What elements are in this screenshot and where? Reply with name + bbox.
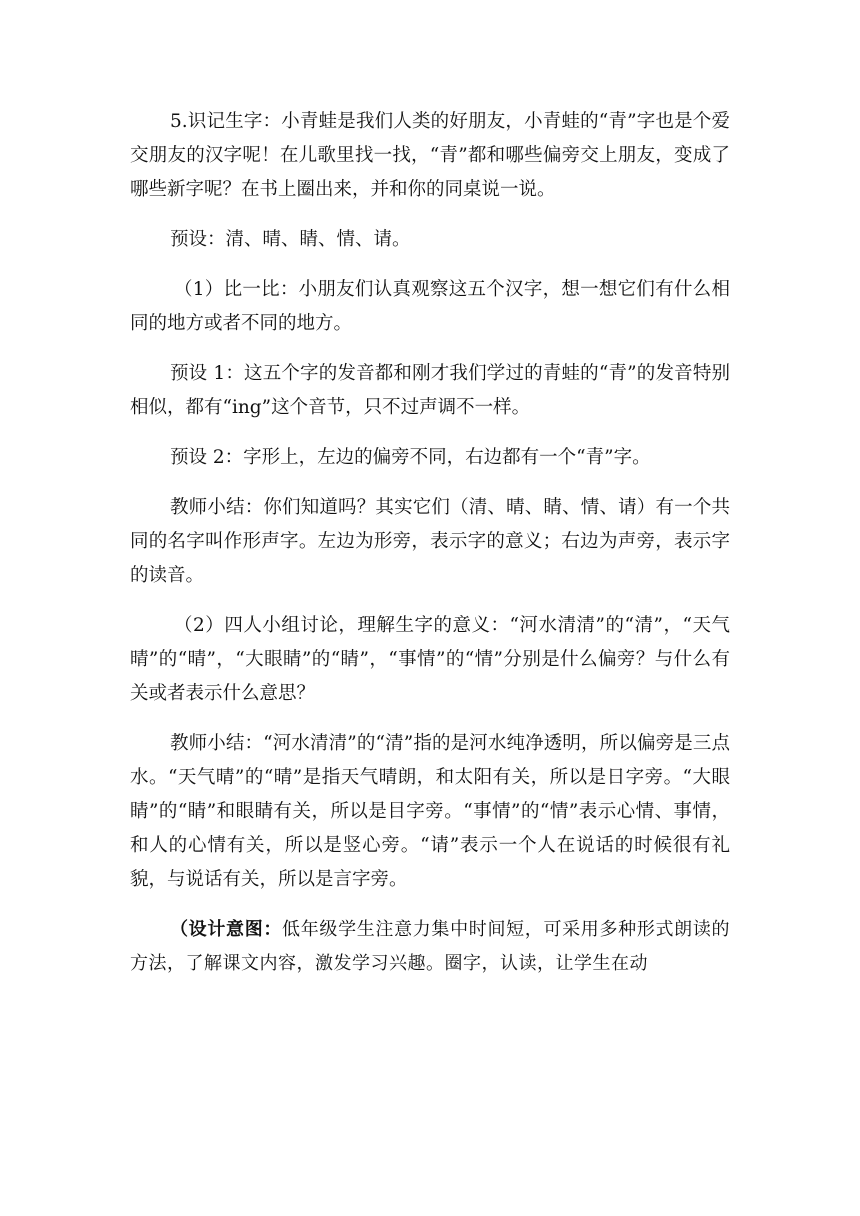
paragraph-preset-characters: 预设：清、晴、睛、情、请。 bbox=[170, 229, 411, 250]
document-page bbox=[130, 105, 730, 997]
paragraph-identify-characters: 5.识记生字：小青蛙是我们人类的好朋友，小青蛙的“青”字也是个爱交朋友的汉字呢！在儿歌里找一找，“青”都和哪些偏旁交上朋友，变成了哪些新字呢？在书上圈出来，并和你的同桌说一说。 bbox=[130, 111, 730, 200]
design-intent-label: （设计意图： bbox=[170, 919, 283, 940]
paragraph-compare: （1）比一比：小朋友们认真观察这五个汉字，想一想它们有什么相同的地方或者不同的地方。 bbox=[130, 279, 730, 334]
paragraph-design-intent bbox=[130, 913, 730, 981]
paragraph-preset-2: 预设 2：字形上，左边的偏旁不同，右边都有一个“青”字。 bbox=[170, 447, 651, 468]
paragraph-group-discussion: （2）四人小组讨论，理解生字的意义：“河水清清”的“清”，“天气晴”的“晴”，“大眼睛”的“睛”，“事情”的“情”分别是什么偏旁？与什么有关或者表示什么意思？ bbox=[130, 615, 730, 704]
paragraph-teacher-summary-2: 教师小结：“河水清清”的“清”指的是河水纯净透明，所以偏旁是三点水。“天气晴”的“晴”是指天气晴朗，和太阳有关，所以是日字旁。“大眼睛”的“睛”和眼睛有关，所以是目字旁。“事情”的“情”表示心情、事情，和人的心情有关，所以是竖心旁。“请”表示一个人在说话的时候很有礼貌，与说话有关，所以是言字旁。 bbox=[130, 733, 730, 890]
paragraph-teacher-summary-1: 教师小结：你们知道吗？其实它们（清、晴、睛、情、请）有一个共同的名字叫作形声字。左边为形旁，表示字的意义；右边为声旁，表示字的读音。 bbox=[130, 497, 730, 586]
paragraph-preset-1: 预设 1：这五个字的发音都和刚才我们学过的青蛙的“青”的发音特别相似，都有“ing”这个音节，只不过声调不一样。 bbox=[130, 363, 730, 418]
design-intent-text: 低年级学生注意力集中时间短，可采用多种形式朗读的方法，了解课文内容，激发学习兴趣。圈字，认读，让学生在动 bbox=[130, 919, 731, 974]
